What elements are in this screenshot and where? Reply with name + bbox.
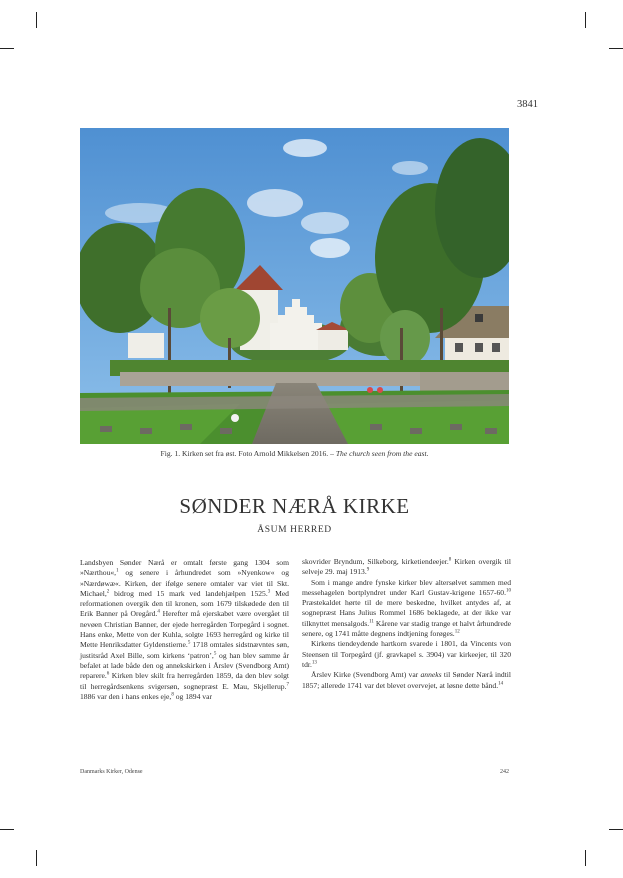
- page-number: 3841: [517, 99, 538, 110]
- body-paragraph: Landsbyen Sønder Nærå er omtalt første gang 1304 som »Nærthou«,$^1$ og senere i århundredet som »Nyenkow« og »Nærdøwæ«. Kirken, der ifølge senere omtaler var viet til Skt. Michael,$^2$ bidrog med 15 mark ved landehjælpen 1525.$^3$ Med reformationen overgik den til kronen, som 1679 tilskødede den til Erik Banner på Oregård.$^4$ Herefter må ejerskabet være overgået til nevøen Christian Banner, der ejede herregården Torpegård i sognet. Hans enke, Mette von der Kuhla, solgte 1693 herregård og kirke til Mette Henriksdatter Gyldenstierne.$^5$ 1718 omtales sidstnævntes søn, justitsråd Axel Bille, som kirkens ‘patron’,$^5$ og han blev samme år befalet at lade både den og annekskirken i Årslev (Svendborg Amt) reparere.$^6$ Kirken blev skilt fra herregården 1859, da den blev solgt til herregårdsenkens svigersøn, sognepræst E. Mau, Skjellerup.$^7$ 1886 var den i hans enkes eje,$^8$ og 1894 var: [80, 558, 289, 701]
- body-paragraph: Som i mange andre fynske kirker blev altersølvet sammen med messehagelen bortplyndret under Karl Gustav-krigene 1657-60.10 Præstekaldet hørte til de mere beskedne, hvilket antydes af, at sognepræst Hans Julius Rommel 1686 beklagede, at der ikke var tilknyttet mensalgods.$^{11}$ Kårene var stadig trange et halvt århundrede senere, og 1741 måtte degnens indtjening forøges.$^{12}$: [302, 577, 511, 639]
- crop-mark: [0, 48, 14, 49]
- footer-page: 242: [500, 769, 509, 775]
- crop-mark: [36, 850, 37, 866]
- body-paragraph: skovrider Bryndum, Silkeborg, kirketiendeejer.$^8$ Kirken overgik til selveje 29. maj 1913.$^9$: [302, 557, 511, 577]
- crop-mark: [0, 829, 14, 830]
- page-subtitle: ÅSUM HERRED: [257, 525, 332, 535]
- crop-mark: [609, 829, 623, 830]
- caption-text: Fig. 1. Kirken set fra øst. Foto Arnold Mikkelsen 2016. –: [160, 449, 334, 458]
- body-column-left: [80, 558, 289, 702]
- body-column-right: [302, 557, 511, 691]
- page-title: SØNDER NÆRÅ KIRKE: [179, 494, 410, 518]
- church-photo: [80, 128, 509, 444]
- footer-publication: Danmarks Kirker, Odense: [80, 769, 143, 775]
- crop-mark: [36, 12, 37, 28]
- crop-mark: [585, 850, 586, 866]
- caption-english: The church seen from the east.: [335, 449, 429, 458]
- body-paragraph: Årslev Kirke (Svendborg Amt) var anneks til Sønder Nærå indtil 1857; allerede 1741 var det blevet overvejet, at løsne dette bånd.$^{14}$: [302, 670, 511, 690]
- church-photo-illustration: [80, 128, 509, 444]
- body-paragraph: Kirkens tiendeydende hartkorn svarede i 1801, da Vincents von Steensen til Torpegård (jf. gravkapel s. 3904) var kirkeejer, til 320 tdr.$^{13}$: [302, 639, 511, 669]
- crop-mark: [585, 12, 586, 28]
- figure-caption: [80, 449, 509, 458]
- crop-mark: [609, 48, 623, 49]
